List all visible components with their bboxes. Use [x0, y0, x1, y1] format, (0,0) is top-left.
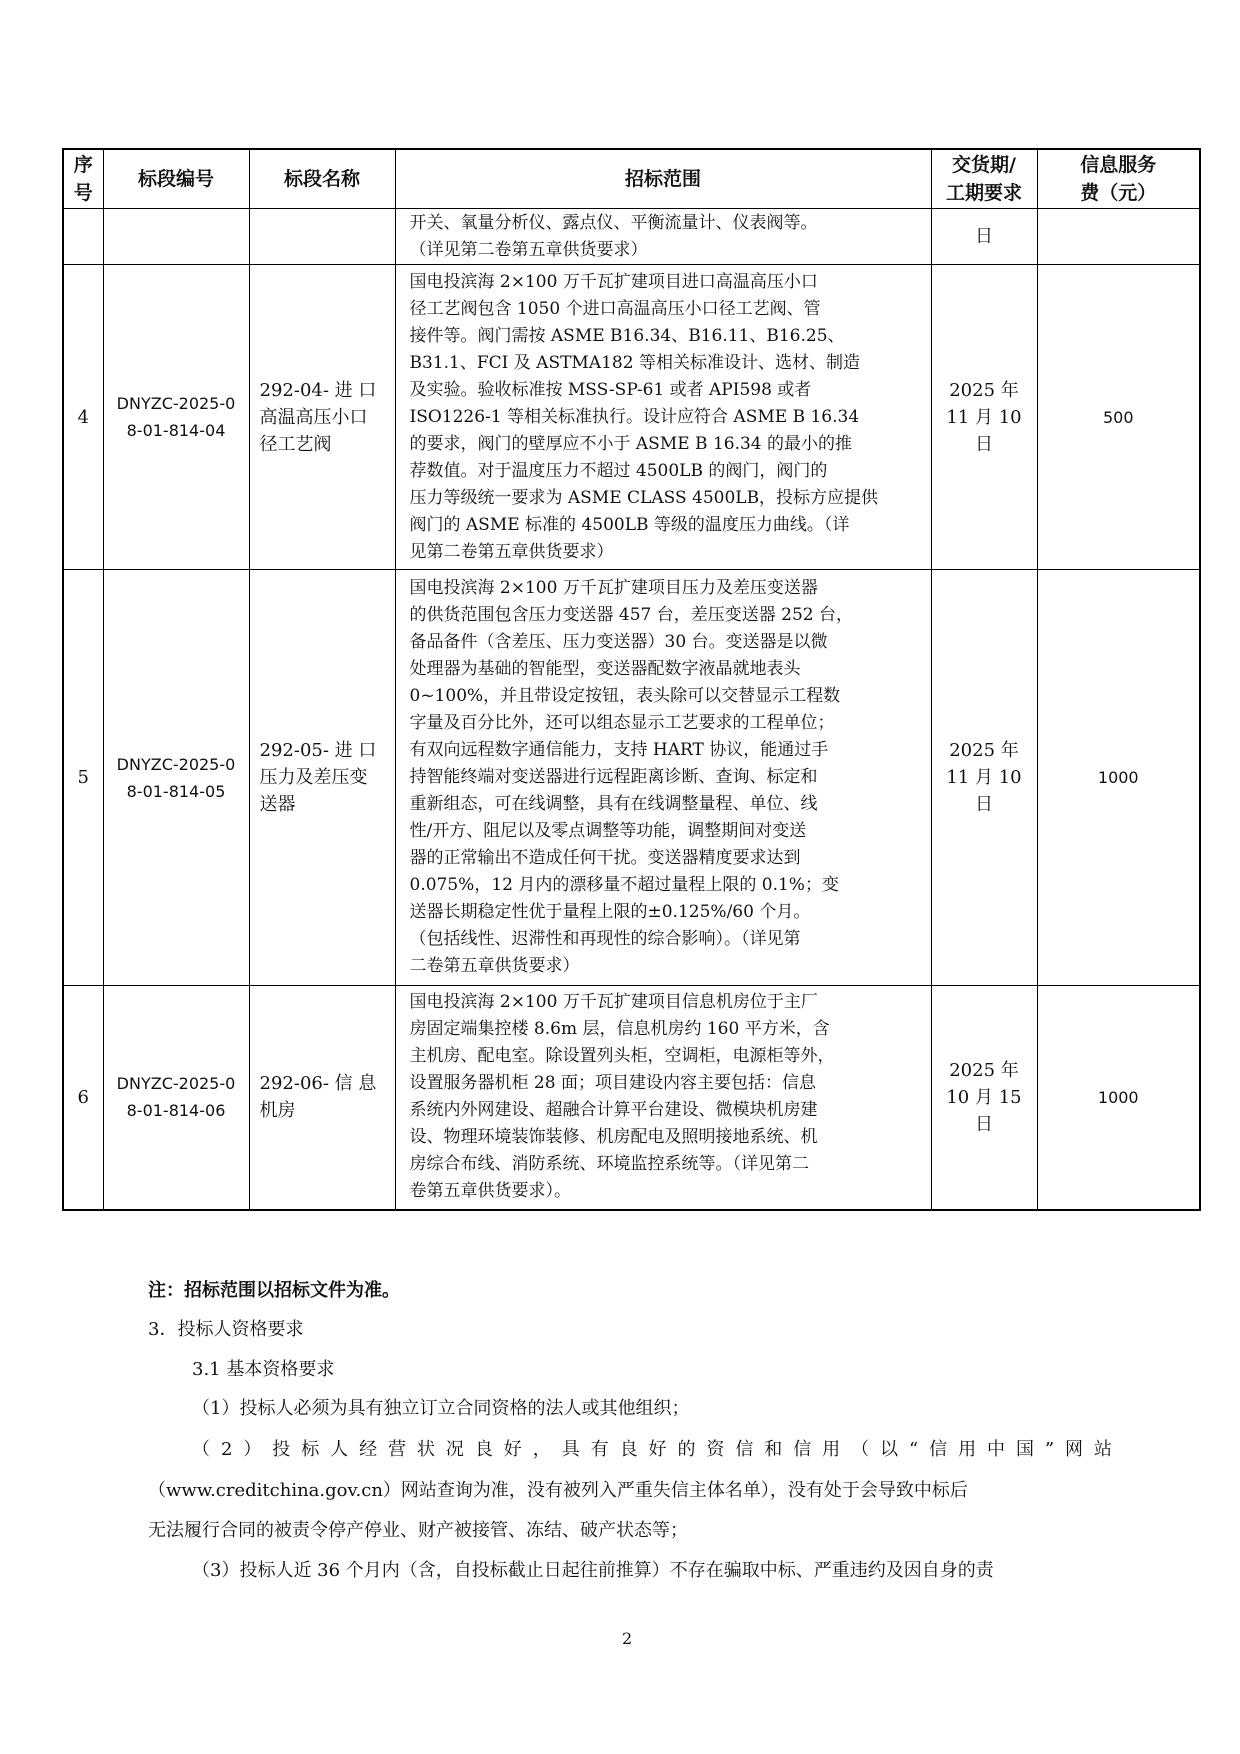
delivery-line: 11 月 10	[946, 406, 1022, 428]
table-header-row	[63, 149, 1200, 209]
cell-code	[103, 209, 249, 265]
header-delivery-line: 工期要求	[945, 182, 1022, 204]
table-row	[63, 986, 1200, 1210]
header-index-line: 序	[73, 154, 93, 176]
name-line: 径工艺阀	[259, 433, 332, 455]
scope-line: ISO1226-1 等相关标准执行。设计应符合 ASME B 16.34	[409, 406, 860, 427]
code-line: 8-01-814-06	[126, 1101, 226, 1121]
qualification-item-3: （3）投标人近 36 个月内（含，自投标截止日起往前推算）不存在骗取中标、严重违约及因自身的责	[192, 1560, 994, 1581]
scope-line: 0~100%，并且带设定按钮，表头除可以交替显示工程数	[409, 686, 841, 706]
scope-line: 主机房、配电室。除设置列头柜，空调柜，电源柜等外，	[409, 1046, 835, 1067]
header-index	[63, 149, 103, 209]
qualification-item-2-line-2: （www.creditchina.gov.cn）网站查询为准，没有被列入严重失信主体名单），没有处于会导致中标后	[148, 1480, 968, 1501]
section-heading: 3．投标人资格要求	[148, 1319, 304, 1340]
name-line: 292-04- 进 口	[259, 379, 377, 401]
scope-line: 持智能终端对变送器进行远程距离诊断、查询、标定和	[409, 767, 818, 787]
scope-line: 国电投滨海 2×100 万千瓦扩建项目进口高温高压小口	[409, 271, 818, 292]
cell-scope	[395, 265, 931, 570]
scope-line: 0.075%，12 月内的漂移量不超过量程上限的 0.1%；变	[409, 875, 839, 895]
scope-line: 荐数值。对于温度压力不超过 4500LB 的阀门，阀门的	[409, 460, 828, 481]
scope-line: B31.1、FCI 及 ASTMA182 等相关标准设计、选材、制造	[409, 352, 860, 373]
cell-code	[103, 986, 249, 1210]
scope-line: 设置服务器机柜 28 面；项目建设内容主要包括：信息	[409, 1073, 816, 1094]
header-section-name: 标段名称	[249, 149, 395, 209]
delivery-line: 11 月 10	[946, 767, 1022, 788]
scope-line: 开关、氧量分析仪、露点仪、平衡流量计、仪表阀等。	[409, 212, 818, 233]
cell-name	[249, 209, 395, 265]
delivery-line: 日	[975, 1113, 993, 1135]
name-line: 292-05- 进 口	[259, 740, 377, 761]
cell-index: 4	[63, 265, 103, 570]
header-index-line: 号	[73, 182, 93, 204]
scope-line: 处理器为基础的智能型，变送器配数字液晶就地表头	[409, 659, 801, 679]
scope-line: 送器长期稳定性优于量程上限的±0.125%/60 个月。	[409, 902, 811, 922]
scope-line: 有双向远程数字通信能力，支持 HART 协议，能通过手	[409, 740, 829, 760]
scope-line: 字量及百分比外，还可以组态显示工艺要求的工程单位；	[409, 713, 835, 733]
delivery-line: 日	[975, 433, 993, 455]
delivery-line: 2025 年	[949, 740, 1019, 761]
scope-line: 压力等级统一要求为 ASME CLASS 4500LB，投标方应提供	[409, 487, 879, 508]
header-delivery-line: 交货期/	[952, 154, 1016, 176]
cell-code	[103, 265, 249, 570]
cell-delivery	[931, 986, 1037, 1210]
scope-line: 房综合布线、消防系统、环境监控系统等。（详见第二	[409, 1154, 809, 1175]
cell-fee	[1037, 209, 1200, 265]
table-row	[63, 265, 1200, 570]
scope-line: 的要求，阀门的壁厚应不小于 ASME B 16.34 的最小的推	[409, 433, 853, 454]
qualification-item-2-line-3: 无法履行合同的被责令停产停业、财产被接管、冻结、破产状态等；	[148, 1520, 688, 1541]
page-number: 2	[622, 1629, 633, 1648]
cell-code	[103, 570, 249, 986]
cell-delivery: 日	[931, 209, 1037, 265]
header-scope: 招标范围	[395, 149, 931, 209]
code-line: DNYZC-2025-0	[116, 394, 236, 413]
scope-line: 国电投滨海 2×100 万千瓦扩建项目信息机房位于主厂	[409, 992, 818, 1013]
header-delivery	[931, 149, 1037, 209]
scope-line: 阀门的 ASME 标准的 4500LB 等级的温度压力曲线。（详	[409, 514, 850, 535]
cell-scope	[395, 209, 931, 265]
qualification-item-1: （1）投标人必须为具有独立订立合同资格的法人或其他组织；	[192, 1398, 690, 1419]
scope-line: （包括线性、迟滞性和再现性的综合影响）。（详见第	[409, 929, 801, 949]
qualification-item-2-line-1: （2）投标人经营状况良好，具有良好的资信和信用（以“信用中国”网站	[192, 1439, 1112, 1460]
code-line: 8-01-814-04	[126, 421, 226, 440]
scope-line: 器的正常输出不造成任何干扰。变送器精度要求达到	[409, 848, 801, 868]
table-row	[63, 570, 1200, 986]
scope-line: 径工艺阀包含 1050 个进口高温高压小口径工艺阀、管	[409, 298, 821, 319]
code-line: 8-01-814-05	[126, 781, 226, 801]
cell-fee: 1000	[1037, 570, 1200, 986]
scope-line: 重新组态，可在线调整，具有在线调整量程、单位、线	[409, 794, 818, 814]
scope-line: 的供货范围包含压力变送器 457 台，差压变送器 252 台，	[409, 605, 854, 625]
name-line: 机房	[259, 1100, 296, 1122]
scope-line: 备品备件（含差压、压力变送器）30 台。变送器是以微	[409, 632, 828, 652]
scope-line: 国电投滨海 2×100 万千瓦扩建项目压力及差压变送器	[409, 578, 818, 598]
cell-index: 5	[63, 570, 103, 986]
scope-line: 房固定端集控楼 8.6m 层，信息机房约 160 平方米，含	[409, 1019, 830, 1040]
subsection-heading: 3.1 基本资格要求	[192, 1359, 335, 1380]
cell-name	[249, 570, 395, 986]
scope-line: 性/开方、阻尼以及零点调整等功能，调整期间对变送	[409, 821, 807, 841]
delivery-line: 日	[975, 794, 993, 815]
delivery-line: 2025 年	[949, 1059, 1019, 1081]
name-line: 压力及差压变	[259, 767, 368, 788]
scope-line: （详见第二卷第五章供货要求）	[409, 239, 648, 260]
scope-line: 见第二卷第五章供货要求）	[409, 541, 614, 562]
scope-line: 设、物理环境装饰装修、机房配电及照明接地系统、机	[409, 1127, 818, 1148]
delivery-line: 2025 年	[949, 379, 1019, 401]
cell-name	[249, 265, 395, 570]
cell-name	[249, 986, 395, 1210]
bid-section-table	[62, 148, 1201, 1211]
name-line: 高温高压小口	[259, 406, 368, 428]
name-line: 292-06- 信 息	[259, 1073, 377, 1095]
table-row-continuation	[63, 209, 1200, 265]
header-fee-line: 费（元）	[1080, 182, 1157, 204]
scope-line: 卷第五章供货要求）。	[409, 1181, 571, 1202]
delivery-line: 10 月 15	[946, 1086, 1022, 1108]
cell-fee: 1000	[1037, 986, 1200, 1210]
cell-index	[63, 209, 103, 265]
header-section-code: 标段编号	[103, 149, 249, 209]
note-text: 注：招标范围以招标文件为准。	[148, 1280, 400, 1301]
code-line: DNYZC-2025-0	[116, 1074, 236, 1094]
header-fee	[1037, 149, 1200, 209]
scope-line: 二卷第五章供货要求）	[409, 956, 580, 976]
cell-delivery	[931, 265, 1037, 570]
scope-line: 接件等。阀门需按 ASME B16.34、B16.11、B16.25、	[409, 325, 845, 346]
cell-scope	[395, 570, 931, 986]
scope-line: 及实验。验收标准按 MSS-SP-61 或者 API598 或者	[409, 379, 812, 400]
cell-index: 6	[63, 986, 103, 1210]
scope-line: 系统内外网建设、超融合计算平台建设、微模块机房建	[409, 1100, 818, 1121]
header-fee-line: 信息服务	[1080, 154, 1157, 176]
cell-fee: 500	[1037, 265, 1200, 570]
code-line: DNYZC-2025-0	[116, 754, 236, 774]
cell-delivery	[931, 570, 1037, 986]
name-line: 送器	[259, 794, 296, 815]
cell-scope	[395, 986, 931, 1210]
